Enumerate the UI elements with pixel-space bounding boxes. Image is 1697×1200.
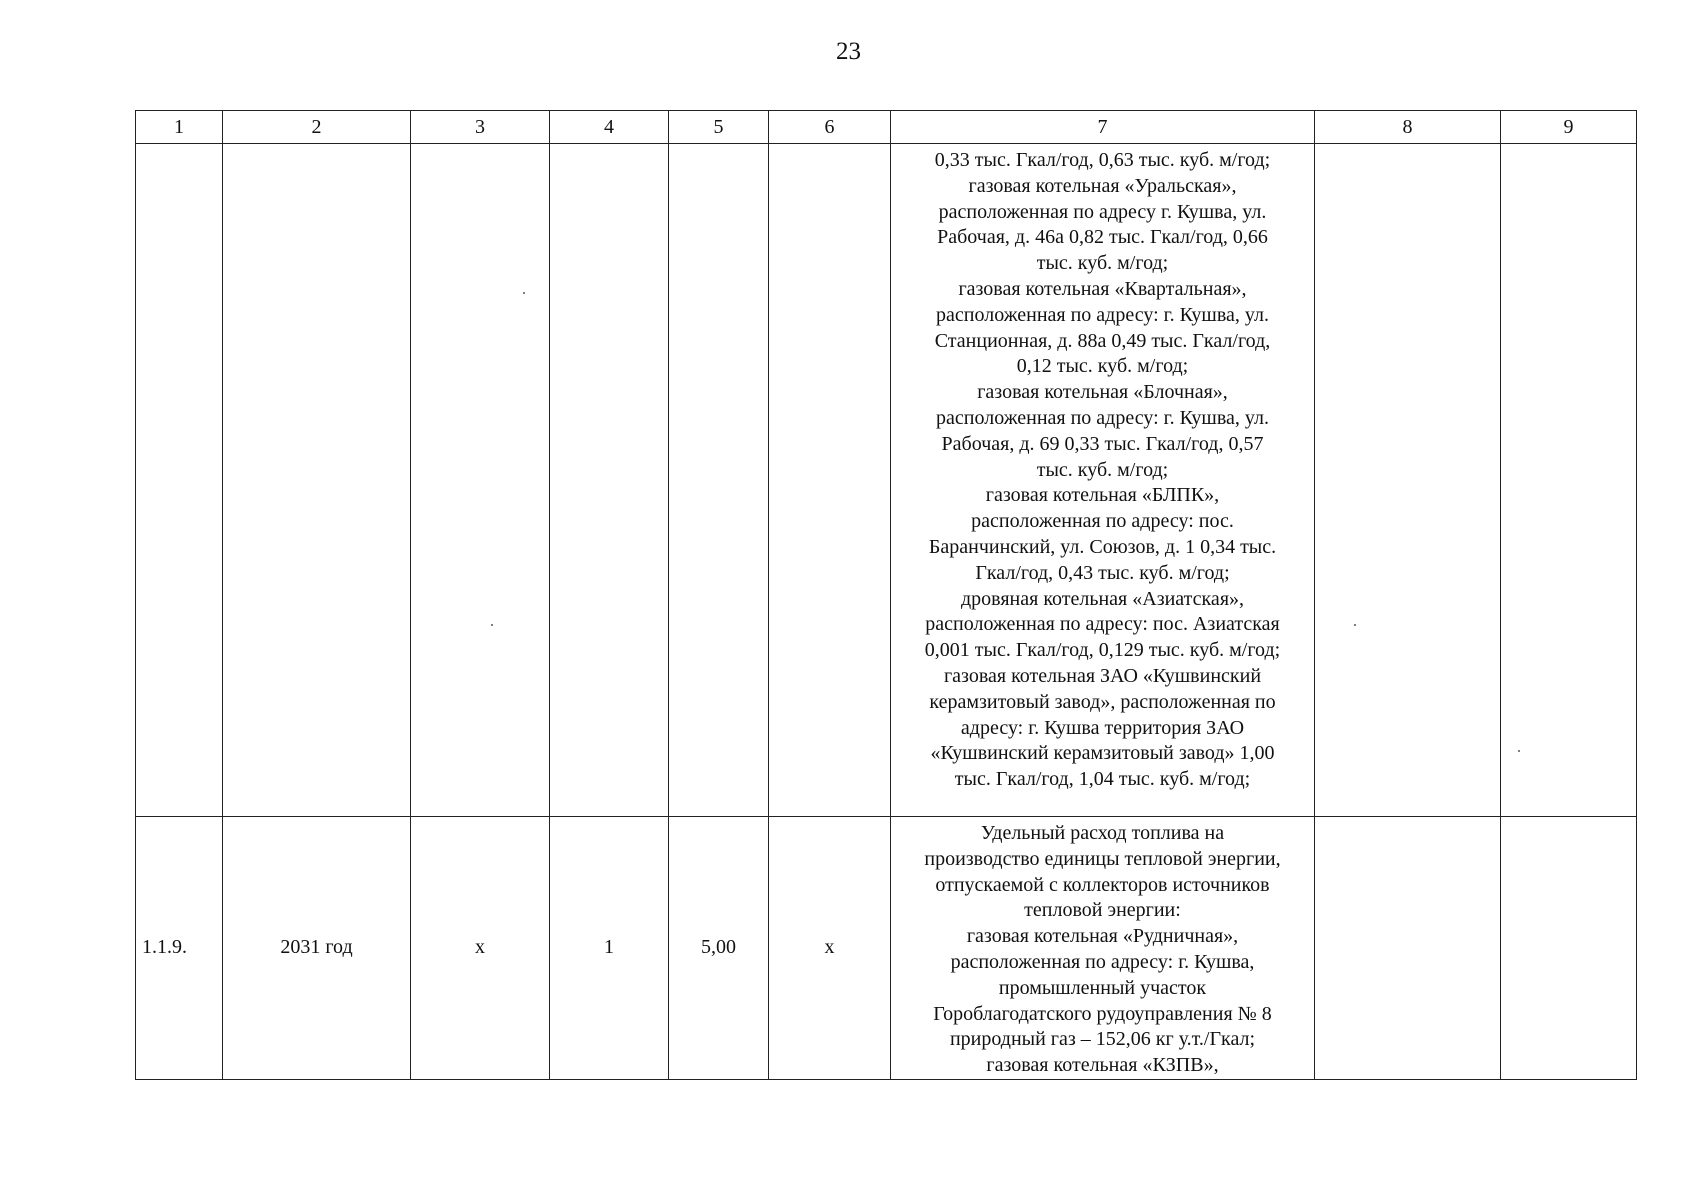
cell-empty: [550, 144, 669, 817]
cell-empty: [411, 144, 550, 817]
cell-col5: 5,00: [669, 817, 769, 1080]
cell-item-number: 1.1.9.: [136, 817, 223, 1080]
scan-speck: [491, 624, 493, 626]
cell-empty: [669, 144, 769, 817]
table-row-1-1-9: [136, 817, 1637, 1080]
header-cell-2: 2: [223, 111, 411, 144]
cell-col8: [1315, 817, 1501, 1080]
scan-speck: [523, 292, 525, 294]
header-cell-7: 7: [891, 111, 1315, 144]
header-cell-9: 9: [1501, 111, 1637, 144]
cell-description: Удельный расход топлива на производство единицы тепловой энергии, отпускаемой с коллекторов источников тепловой энергии: газовая котельная «Рудничная», расположенная по адресу: г. Кушва, промышленный участок Гороблагодатского рудоуправления № 8 природный газ – 152,06 кг у.т./Гкал; газовая котельная «КЗПВ»,: [891, 817, 1315, 1080]
cell-description-continued: 0,33 тыс. Гкал/год, 0,63 тыс. куб. м/год; газовая котельная «Уральская», расположенная по адресу г. Кушва, ул. Рабочая, д. 46а 0,82 тыс. Гкал/год, 0,66 тыс. куб. м/год; газовая котельная «Квартальная», расположенная по адресу: г. Кушва, ул. Станционная, д. 88а 0,49 тыс. Гкал/год, 0,12 тыс. куб. м/год; газовая котельная «Блочная», расположенная по адресу: г. Кушва, ул. Рабочая, д. 69 0,33 тыс. Гкал/год, 0,57 тыс. куб. м/год; газовая котельная «БЛПК», расположенная по адресу: пос. Баранчинский, ул. Союзов, д. 1 0,34 тыс. Гкал/год, 0,43 тыс. куб. м/год; дровяная котельная «Азиатская», расположенная по адресу: пос. Азиатская 0,001 тыс. Гкал/год, 0,129 тыс. куб. м/год; газовая котельная ЗАО «Кушвинский керамзитовый завод», расположенная по адресу: г. Кушва территория ЗАО «Кушвинский керамзитовый завод» 1,00 тыс. Гкал/год, 1,04 тыс. куб. м/год;: [891, 144, 1315, 817]
header-cell-3: 3: [411, 111, 550, 144]
header-cell-5: 5: [669, 111, 769, 144]
cell-col6: x: [769, 817, 891, 1080]
cell-empty: [136, 144, 223, 817]
table-row-continuation: [136, 144, 1637, 817]
cell-year: 2031 год: [223, 817, 411, 1080]
header-cell-4: 4: [550, 111, 669, 144]
page-number: 23: [836, 38, 861, 65]
cell-empty: [1315, 144, 1501, 817]
cell-empty: [1501, 144, 1637, 817]
table-header-row: [136, 111, 1637, 144]
header-cell-1: 1: [136, 111, 223, 144]
header-cell-8: 8: [1315, 111, 1501, 144]
scan-speck: [1518, 750, 1520, 752]
header-cell-6: 6: [769, 111, 891, 144]
scan-speck: [1354, 624, 1356, 626]
data-table: [135, 110, 1637, 1080]
cell-empty: [769, 144, 891, 817]
cell-col3: x: [411, 817, 550, 1080]
cell-col9: [1501, 817, 1637, 1080]
cell-empty: [223, 144, 411, 817]
cell-col4: 1: [550, 817, 669, 1080]
